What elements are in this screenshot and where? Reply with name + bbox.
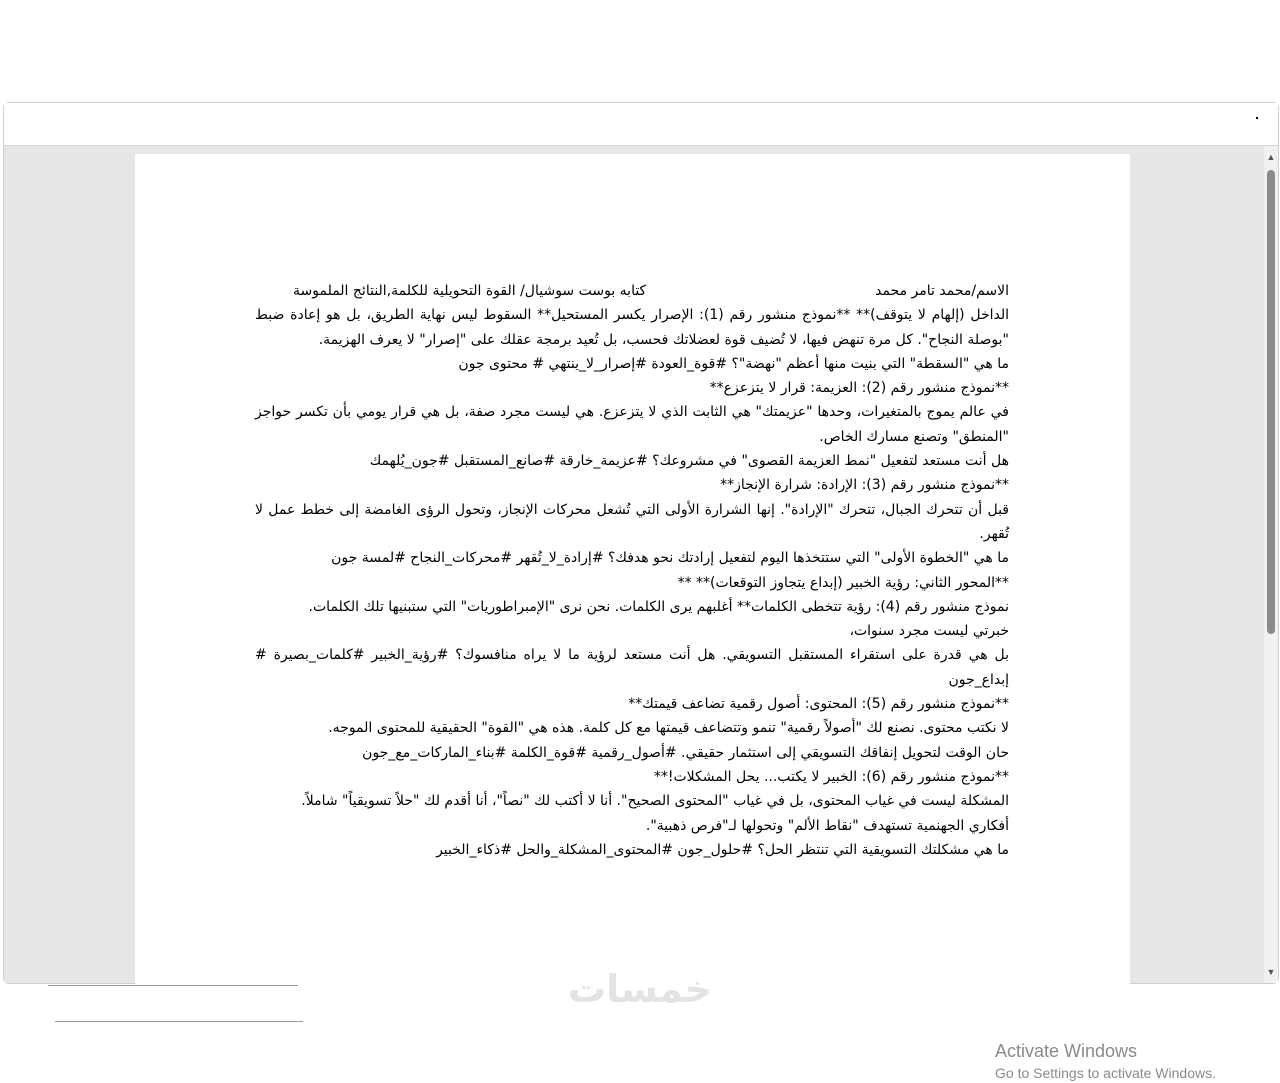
- bottom-divider: [55, 1021, 303, 1022]
- paragraph: الداخل (إلهام لا يتوقف)** **نموذج منشور رقم (1): الإصرار يكسر المستحيل** السقوط ليس نهاية الطريق، بل هو إعادة ضبط "بوصلة النجاح". كل مرة تنهض فيها، لا تُضيف قوة لعضلاتك فحسب، بل تُعيد برمجة عقلك على "إصرار" لا يعرف الهزيمة.: [255, 307, 1010, 348]
- bottom-divider: [48, 985, 298, 986]
- top-blank-area: [0, 0, 1280, 100]
- khamsat-watermark-logo: خمسات: [568, 967, 712, 1011]
- document-title: كتابه بوست سوشيال/ القوة التحويلية للكلمة,النتائج الملموسة: [293, 283, 647, 299]
- toolbar-dot: [1256, 117, 1258, 119]
- paragraph: **نموذج منشور رقم (5): المحتوى: أصول رقمية تضاعف قيمتك**: [628, 696, 1009, 713]
- paragraph: نموذج منشور رقم (4): رؤية تتخطى الكلمات** أغلبهم يرى الكلمات. نحن نرى "الإمبراطوريات" التي ستبنيها تلك الكلمات.: [308, 598, 1009, 615]
- paragraph: أفكاري الجهنمية تستهدف "نقاط الألم" وتحولها لـ"فرص ذهبية".: [645, 817, 1009, 834]
- paragraph: **نموذج منشور رقم (2): العزيمة: قرار لا يتزعزع**: [709, 380, 1009, 397]
- paragraph: هل أنت مستعد لتفعيل "نمط العزيمة القصوى" في مشروعك؟ #عزيمة_خارقة #صانع_المستقبل #جون_يُلهمك: [369, 453, 1009, 470]
- paragraph: ما هي "الخطوة الأولى" التي ستتخذها اليوم لتفعيل إرادتك نحو هدفك؟ #إرادة_لا_تُقهر #محركات_النجاح #لمسة جون: [331, 550, 1009, 567]
- paragraph: بل هي قدرة على استقراء المستقبل التسويقي. هل أنت مستعد لرؤية ما لا يراه منافسوك؟ #رؤية_الخبير #كلمات_بصيرة # إبداع_جون: [255, 647, 1009, 688]
- paragraph: **نموذج منشور رقم (6): الخبير لا يكتب... يحل المشكلات!**: [653, 768, 1009, 785]
- scrollbar-thumb[interactable]: [1267, 170, 1275, 634]
- paragraph: قبل أن تتحرك الجبال، تتحرك "الإرادة". إنها الشرارة الأولى التي تُشعل محركات الإنجاز، وتحول الرؤى الغامضة إلى خطط عمل لا تُقهر.: [255, 501, 1009, 542]
- activate-windows-subtitle: Go to Settings to activate Windows.: [995, 1065, 1216, 1081]
- scroll-down-arrow-icon[interactable]: ▼: [1266, 967, 1276, 977]
- document-header: [255, 279, 1009, 303]
- document-page: [135, 154, 1130, 990]
- author-name: الاسم/محمد تامر محمد: [875, 283, 1009, 299]
- vertical-scrollbar[interactable]: [1264, 146, 1278, 983]
- viewer-toolbar: [4, 103, 1278, 146]
- paragraph: **نموذج منشور رقم (3): الإرادة: شرارة الإنجاز**: [720, 477, 1009, 494]
- paragraph: المشكلة ليست في غياب المحتوى، بل في غياب "المحتوى الصحيح". أنا لا أكتب لك "نصاً"، أنا أقدم لك "حلاً تسويقياً" شاملاً.: [301, 793, 1009, 810]
- paragraph: لا نكتب محتوى. نصنع لك "أصولاً رقمية" تنمو وتتضاعف قيمتها مع كل كلمة. هذه هي "القوة" الحقيقية للمحتوى الموجه.: [328, 720, 1009, 737]
- scroll-up-arrow-icon[interactable]: ▲: [1266, 152, 1276, 162]
- paragraph: ما هي مشكلتك التسويقية التي تنتظر الحل؟ #حلول_جون #المحتوى_المشكلة_والحل #ذكاء_الخبير: [436, 841, 1009, 858]
- paragraph: في عالم يموج بالمتغيرات، وحدها "عزيمتك" هي الثابت الذي لا يتزعزع. هي ليست مجرد صفة، بل هي قرار يومي بأن تكسر حواجز "المنطق" وتصنع مسارك الخاص.: [255, 404, 1009, 445]
- paragraph: حان الوقت لتحويل إنفاقك التسويقي إلى استثمار حقيقي. #أصول_رقمية #قوة_الكلمة #بناء_الماركات_مع_جون: [362, 744, 1009, 761]
- paragraph: خبرتي ليست مجرد سنوات،: [849, 623, 1009, 640]
- activate-windows-notice: [995, 1039, 1216, 1083]
- paragraph: **المحور الثاني: رؤية الخبير (إبداع يتجاوز التوقعات)** **: [677, 574, 1009, 591]
- activate-windows-title: Activate Windows: [995, 1041, 1138, 1061]
- paragraph: ما هي "السقطة" التي بنيت منها أعظم "نهضة"؟ #قوة_العودة #إصرار_لا_ينتهي # محتوى جون: [458, 355, 1009, 372]
- document-text: [255, 279, 1009, 862]
